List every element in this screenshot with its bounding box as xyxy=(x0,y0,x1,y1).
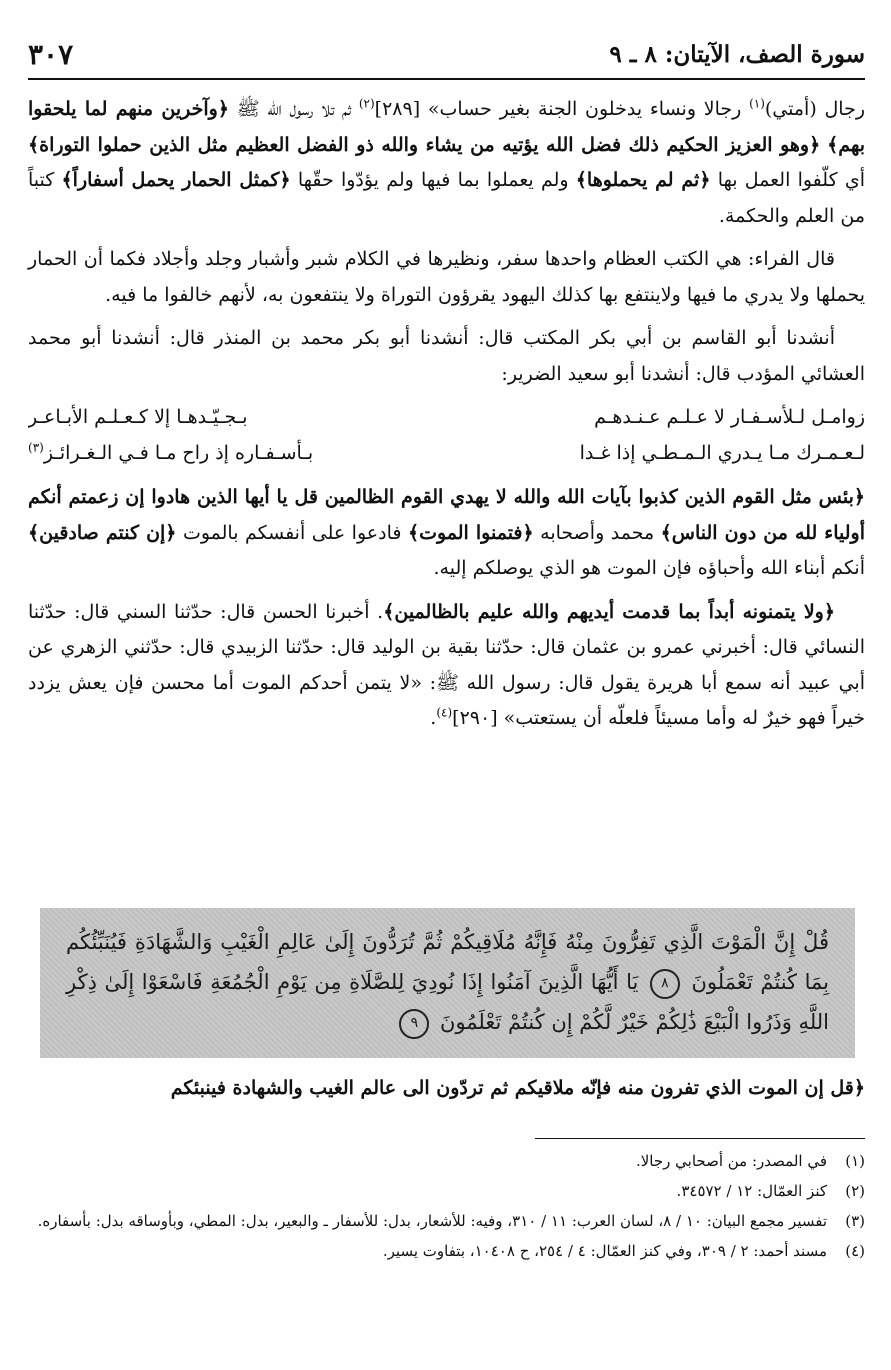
quran-quote: ﴿ثم لم يحملوها﴾ xyxy=(575,169,711,191)
footnote-divider xyxy=(535,1138,865,1139)
ayah-number-mark: ٩ xyxy=(399,1009,429,1039)
footnote-text: كنز العمّال: ١٢ / ٣٤٥٧٢. xyxy=(676,1182,827,1200)
footnote-number: (٤) xyxy=(845,1242,865,1260)
paragraph-text: أي كلّفوا العمل بها xyxy=(710,169,865,191)
page-header xyxy=(28,30,865,80)
poem xyxy=(28,400,865,472)
footnote-text: في المصدر: من أصحابي رجالا. xyxy=(635,1152,827,1170)
paragraph-text: رجال (أمتي) xyxy=(764,98,866,120)
footnote-number: (٢) xyxy=(845,1182,865,1200)
paragraph-text: . أخبرنا الحسن قال: حدّثنا السني قال: حدّثنا النسائي قال: أخبرني عمرو بن عثمان قال: حدّثنا بقية بن الوليد قال: حدّثنا الزبيدي قال: حدّثني الزهري عن أبي عبيد أنه سمع أبا هريرة يقول قال: رسول الله ﷺ: «لا يتمن أحدكم الموت أما محسن فإن يعش يزدد خيراً فهو خيرٌ له وأما مسيئاً فلعلّه أن يستعتب» [٢٩٠] xyxy=(28,600,865,729)
poem-hemistich-first: زوامـل لـلأسـفـار لا عـلـم عـنـدهـم xyxy=(594,406,865,429)
footnote-number: (١) xyxy=(845,1152,865,1170)
footnote-reference: (١) xyxy=(749,96,765,111)
page-number: ٣٠٧ xyxy=(28,37,74,71)
quran-quote: ﴿فتمنوا الموت﴾ xyxy=(407,521,534,544)
footnote-text: مسند أحمد: ٢ / ٣٠٩، وفي كنز العمّال: ٤ / ٢٥٤، ح ١٠٤٠٨، بتفاوت يسير. xyxy=(382,1242,827,1260)
paragraph xyxy=(28,92,865,234)
poem-hemistich-first: لـعـمـرك مـا يـدري الـمـطـي إذا غـدا xyxy=(579,442,865,465)
quran-quote: ﴿وهو العزيز الحكيم ذلك فضل الله يؤتيه من يشاء والله ذو الفضل العظيم مثل الذين حملوا التوراة﴾ xyxy=(28,133,821,156)
footnote xyxy=(28,1146,865,1176)
paragraph xyxy=(28,321,865,392)
main-text xyxy=(28,92,865,745)
paragraph-text: محمد وأصحابه xyxy=(533,521,661,544)
paragraph-text: كتباً من العلم والحكمة. xyxy=(28,169,865,227)
quran-verse-text: قُلْ إِنَّ الْمَوْتَ الَّذِي تَفِرُّونَ مِنْهُ فَإِنَّهُ مُلَاقِيكُمْ ثُمَّ تُرَدُّونَ إِلَىٰ عَالِمِ الْغَيْبِ وَالشَّهَادَةِ فَيُنَبِّئُكُم بِمَا كُنتُمْ تَعْمَلُونَ xyxy=(66,930,829,994)
paragraph-text: أنكم أبناء الله وأحباؤه فإن الموت هو الذي يوصلكم إليه. xyxy=(433,557,865,579)
footnote xyxy=(28,1206,865,1236)
paragraphs-block-1 xyxy=(28,92,865,392)
poem-hemistich-second: بـجـيّـدهـا إلا كـعـلـم الأبـاعـر xyxy=(28,406,248,429)
commentary-start: ﴿قل إن الموت الذي تفرون منه فإنّه ملاقيكم ثم تردّون الى عالم الغيب والشهادة فينبئكم xyxy=(170,1077,865,1099)
quran-quote: ﴿ولا يتمنونه أبداً بما قدمت أيديهم والله عليم بالظالمين﴾ xyxy=(383,600,835,623)
poem-verse xyxy=(28,436,865,472)
paragraphs-block-2 xyxy=(28,480,865,737)
ayah-number-mark: ٨ xyxy=(650,969,680,999)
footnote xyxy=(28,1236,865,1266)
footnote-text: تفسير مجمع البيان: ١٠ / ٨، لسان العرب: ١١ / ٣١٠، وفيه: للأشعار، بدل: للأسفار ـ والبعير، بدل: المطي، وبأوساقه بدل: بأسفاره. xyxy=(37,1212,827,1230)
surah-title: سورة الصف، الآيتان: ٨ ـ ٩ xyxy=(609,40,865,68)
poem-hemistich-text: بـأسـفـاره إذ راح مـا فـي الـغـرائـز xyxy=(43,442,314,465)
paragraph-text: . xyxy=(430,707,437,729)
paragraph xyxy=(28,242,865,313)
paragraph xyxy=(28,595,865,737)
poem-hemistich-second xyxy=(28,436,421,472)
footnotes xyxy=(28,1146,865,1266)
footnote-number: (٣) xyxy=(845,1212,865,1230)
paragraph-text: رجالا ونساء يدخلون الجنة بغير حساب» [٢٨٩] xyxy=(374,98,750,120)
paragraph-text: ثم تلا رسول الله ﷺ xyxy=(228,98,359,120)
poem-verse xyxy=(28,400,865,436)
paragraph xyxy=(28,480,865,587)
paragraph-text: قال الفراء: هي الكتب العظام واحدها سفر، ونظيرها في الكلام شبر وأشبار وجلد وأجلاد فكما أن الحمار يحملها ولا يدري ما فيها ولاينتفع بها كذلك اليهود يقرؤون التوراة ولا ينتفعون به، لأنهم خالفوا ما فيه. xyxy=(28,248,865,306)
footnote xyxy=(28,1176,865,1206)
quran-quote: ﴿بئس مثل القوم الذين كذبوا بآيات الله والله لا يهدي القوم الظالمين قل يا أيها الذين هادوا إن زعمتم أنكم أولياء لله من دون الناس﴾ xyxy=(28,486,866,544)
paragraph-text: فادعوا على أنفسكم بالموت xyxy=(176,521,408,544)
footnote-reference: (٣) xyxy=(28,440,44,455)
footnote-reference: (٢) xyxy=(358,96,375,111)
footnote-reference: (٤) xyxy=(436,705,453,720)
quran-verse-text: يَا أَيُّهَا الَّذِينَ آمَنُوا إِذَا نُودِيَ لِلصَّلَاةِ مِن يَوْمِ الْجُمُعَةِ فَاسْعَوْا إِلَىٰ ذِكْرِ اللَّهِ وَذَرُوا الْبَيْعَ ذَٰلِكُمْ خَيْرٌ لَّكُمْ إِن كُنتُمْ تَعْلَمُونَ xyxy=(66,970,829,1034)
quran-quote: ﴿وآخرين منهم لما يلحقوا بهم﴾ xyxy=(28,98,865,156)
paragraph-text: أنشدنا أبو القاسم بن أبي بكر المكتب قال: أنشدنا أبو بكر محمد بن المنذر قال: أنشدنا أبو محمد العشائي المؤدب قال: أنشدنا أبو سعيد الضرير: xyxy=(28,327,865,385)
paragraph-text: ولم يعملوا بما فيها ولم يؤدّوا حقّها xyxy=(290,169,576,191)
quran-verse-box xyxy=(40,908,855,1058)
quran-quote: ﴿إن كنتم صادقين﴾ xyxy=(28,521,177,544)
quran-quote: ﴿كمثل الحمار يحمل أسفاراً﴾ xyxy=(61,169,291,191)
